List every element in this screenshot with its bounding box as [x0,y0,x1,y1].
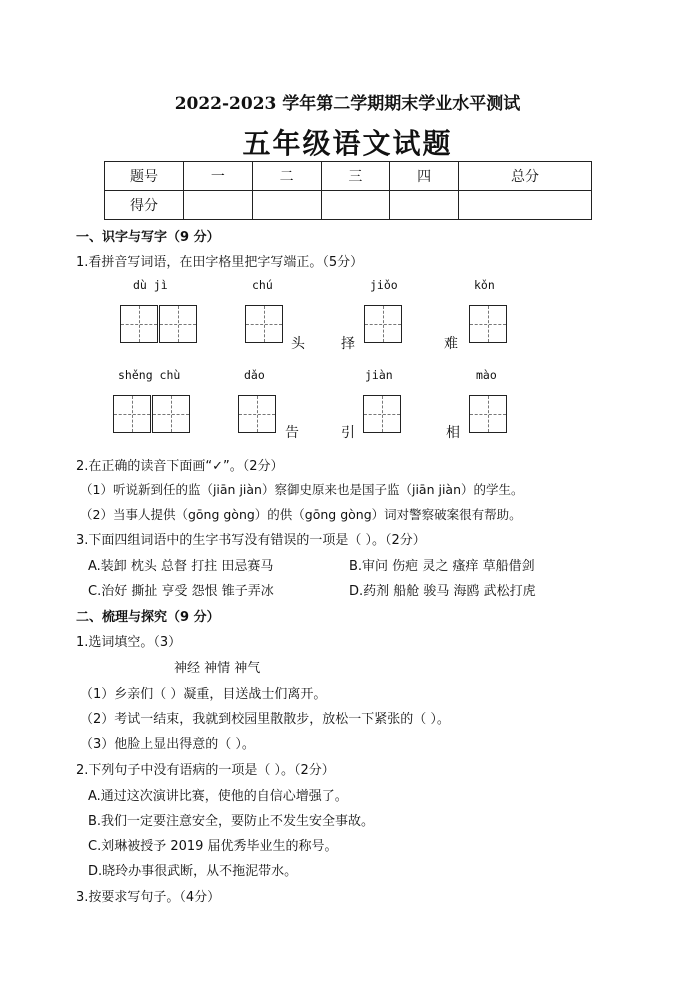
pinyin-mao: mào [476,368,497,382]
s2-q3-prompt: 3.按要求写句子。（4分） [76,890,221,905]
option-a: A.装卸 枕头 总督 打拄 田忌赛马 [88,559,274,574]
score-header-cell: 二 [252,162,321,191]
score-header-cell: 总分 [459,162,592,191]
tianzige-box[interactable] [469,395,507,433]
tianzige-box[interactable] [469,305,507,343]
score-row-label: 得分 [105,191,184,220]
option-c: C.治好 撕扯 亨受 怨恨 锥子弄冰 [88,584,274,599]
tianzige-box[interactable] [113,395,151,433]
s1-q1-prompt: 1.看拼音写词语，在田字格里把字写端正。（5分） [76,255,364,270]
s2-q2-prompt: 2.下列句子中没有语病的一项是（ ）。（2分） [76,763,335,778]
option-d: D.晓玲办事很武断，从不拖泥带水。 [88,864,298,879]
tianzige-box[interactable] [363,395,401,433]
exam-title: 2022-2023 学年第二学期期末学业水平测试 [174,94,521,114]
option-b: B.我们一定要注意安全，要防止不发生安全事故。 [88,814,375,829]
score-input-cell[interactable] [184,191,253,220]
s2-q1-item1: （1）乡亲们（ ）凝重，目送战士们离开。 [80,687,327,702]
pinyin-jiao: jiǒo [370,278,398,292]
option-c: C.刘琳被授予 2019 届优秀毕业生的称号。 [88,839,338,854]
score-header-cell: 四 [390,162,459,191]
tianzige-box[interactable] [238,395,276,433]
score-header-cell: 题号 [105,162,184,191]
word-prefix: 引 [341,425,355,441]
tianzige-box[interactable] [120,305,158,343]
pinyin-dao: dǎo [244,368,265,382]
tianzige-box[interactable] [152,395,190,433]
pinyin-kan: kǒn [474,278,495,292]
section2-heading: 二、梳理与探究（9 分） [76,610,220,625]
s1-q2-prompt: 2.在正确的读音下面画“✓”。（2分） [76,459,284,474]
score-input-cell[interactable] [252,191,321,220]
s1-q3-prompt: 3.下面四组词语中的生字书写没有错误的一项是（ ）。（2分） [76,533,426,548]
word-prefix: 择 [341,336,355,352]
word-choices: 神经 神情 神气 [174,661,261,676]
section1-heading: 一、识字与写字（9 分） [76,230,220,245]
s2-q1-item3: （3）他脸上显出得意的（ ）。 [80,737,255,752]
s1-q2-item2: （2）当事人提供（gōng gòng）的供（gōng gòng）词对警察破案很有帮助。 [80,507,522,522]
score-input-cell[interactable] [321,191,390,220]
tianzige-box[interactable] [159,305,197,343]
tianzige-box[interactable] [364,305,402,343]
word-suffix: 头 [291,336,305,352]
score-table-score-row [105,191,592,220]
pinyin-du-ji: dù jì [133,278,168,292]
tianzige-box[interactable] [245,305,283,343]
score-header-cell: 三 [321,162,390,191]
score-table [104,161,592,220]
score-input-cell[interactable] [390,191,459,220]
score-header-cell: 一 [184,162,253,191]
paper-title: 五年级语文试题 [242,127,453,160]
pinyin-shengchu: shěng chù [118,368,181,382]
option-d: D.药剂 船舱 骏马 海鸥 武松打虎 [349,584,536,599]
word-prefix: 难 [444,336,458,352]
score-input-cell[interactable] [459,191,592,220]
pinyin-jian: jiàn [365,368,393,382]
word-suffix: 告 [285,425,299,441]
option-b: B.审问 伤疤 灵之 瘙痒 草船借剑 [349,559,535,574]
pinyin-chu: chú [252,278,273,292]
s2-q1-item2: （2）考试一结束，我就到校园里散散步，放松一下紧张的（ ）。 [80,712,450,727]
s2-q1-prompt: 1.选词填空。（3） [76,635,182,650]
option-a: A.通过这次演讲比赛，使他的自信心增强了。 [88,789,348,804]
s1-q2-item1: （1）听说新到任的监（jiān jiàn）察御史原来也是国子监（jiān jiàn）的学生。 [80,482,524,497]
word-prefix: 相 [446,425,460,441]
score-table-header-row [105,162,592,191]
